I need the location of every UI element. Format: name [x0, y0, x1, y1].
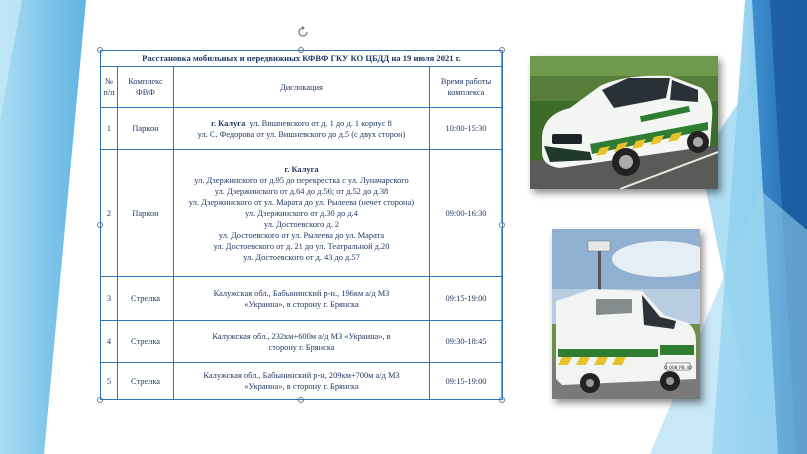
row-location: Калужская обл., Бабынинский р-н, 209км+700м а/д М3 «Украина», в сторону г. Брянска	[174, 363, 430, 400]
row-time: 09:15-19:00	[430, 363, 503, 400]
row-complex: Паркон	[118, 108, 174, 150]
header-time: Время работы комплекса	[430, 67, 503, 108]
location-line: ул. Достоевского от д. 43 до д.57	[243, 252, 360, 262]
row-complex: Стрелка	[118, 277, 174, 321]
table-title: Расстановка мобильных и передвижных КФВФ ГКУ КО ЦБДД на 19 июля 2021 г.	[101, 51, 503, 67]
table-row	[101, 277, 503, 321]
row-city: г. Калуга	[284, 164, 319, 174]
location-line: ул. Дзержинского от д.95 до перекрестка с ул. Луначарского	[194, 175, 409, 185]
row-location	[174, 108, 430, 150]
location-line: ул. Дзержинского от д.64 до д.56; от д.52 до д.38	[214, 186, 389, 196]
schedule-table[interactable]	[100, 50, 503, 400]
table-header-row	[101, 67, 503, 108]
van-photo[interactable]	[552, 229, 700, 399]
car-photo[interactable]	[530, 56, 718, 189]
rotate-handle-icon[interactable]	[296, 25, 310, 39]
location-line: ул. Достоевского от д. 21 до ул. Театральной д.20	[213, 241, 390, 251]
row-city: г. Калуга	[211, 118, 246, 128]
row-complex: Стрелка	[118, 363, 174, 400]
row-num: 3	[101, 277, 118, 321]
table-row	[101, 150, 503, 277]
location-line: ул. Дзержинского от ул. Марата до ул. Рылеева (нечет сторона)	[188, 197, 415, 207]
row-num: 4	[101, 321, 118, 363]
row-location: Калужская обл., Бабынинский р-н., 196км а/д М3 «Украина», в сторону г. Брянска	[174, 277, 430, 321]
row-complex: Стрелка	[118, 321, 174, 363]
header-num: № п/п	[101, 67, 118, 108]
header-complex: Комплекс ФВФ	[118, 67, 174, 108]
location-line: ул. Дзержинского от д.30 до д.4	[245, 208, 358, 218]
table-row	[101, 363, 503, 400]
table-row	[101, 108, 503, 150]
van-image	[552, 229, 700, 399]
location-line: ул. С. Федорова от ул. Вишневского до д.5 (с двух сторон)	[197, 129, 406, 139]
car-image	[530, 56, 718, 189]
location-line: ул. Вишневского от д. 1 до д. 1 корпус 8	[249, 118, 392, 128]
table-row	[101, 321, 503, 363]
row-time: 09:30-18:45	[430, 321, 503, 363]
row-time: 09:00-16:30	[430, 150, 503, 277]
row-complex: Паркон	[118, 150, 174, 277]
row-num: 2	[101, 150, 118, 277]
header-location: Дислокация	[174, 67, 430, 108]
row-location: Калужская обл., 232км+600м а/д М3 «Украина», в сторону г. Брянска	[174, 321, 430, 363]
row-num: 1	[101, 108, 118, 150]
row-time: 10:00-15:30	[430, 108, 503, 150]
row-num: 5	[101, 363, 118, 400]
license-plate-text: О 008 РВ 40	[664, 366, 692, 371]
row-location	[174, 150, 430, 277]
location-line: ул. Достоевского д. 2	[263, 219, 340, 229]
location-line: ул. Достоевского от ул. Рылеева до ул. Марата	[218, 230, 385, 240]
row-time: 09:15-19:00	[430, 277, 503, 321]
